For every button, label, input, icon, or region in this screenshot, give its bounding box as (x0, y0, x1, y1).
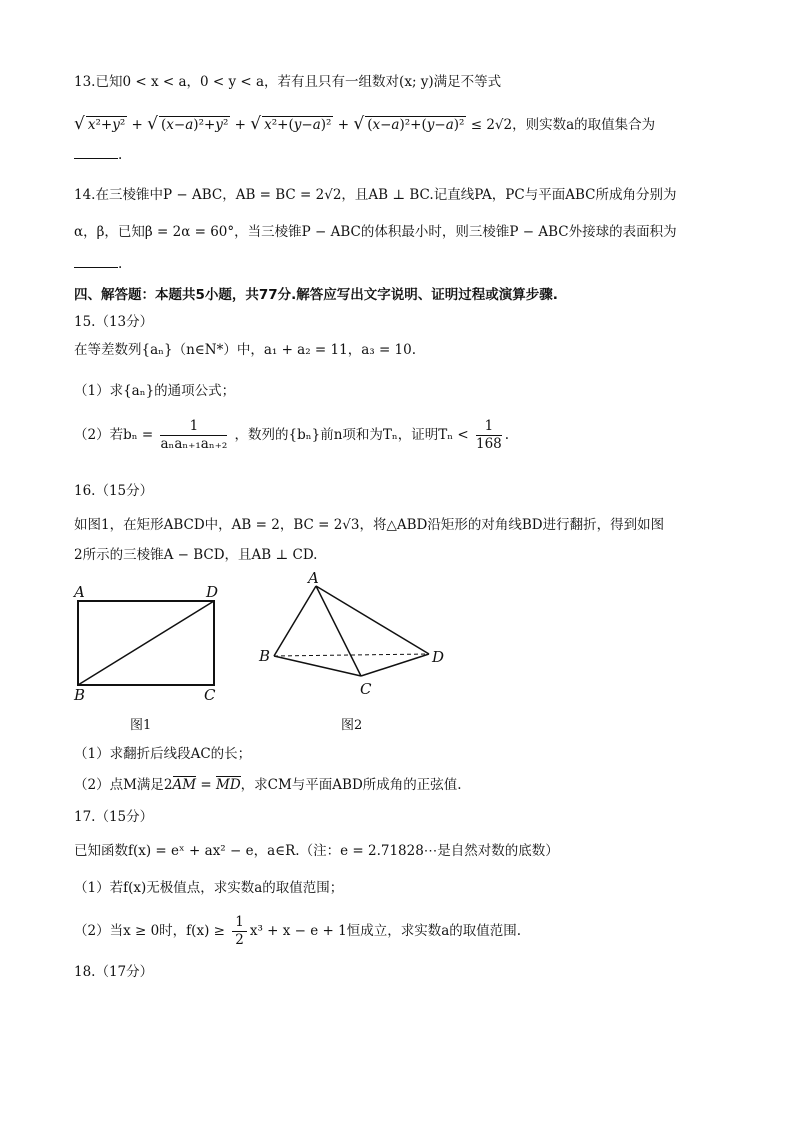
q17-part2-a: （2）当x ≥ 0时，f(x) ≥ (74, 923, 225, 939)
q17-stem: 已知函数f(x) = eˣ + ax² − e，a∈R.（注：e = 2.71828⋯是自然对数的底数） (74, 843, 559, 859)
q15-part2-b: ，数列的{bₙ}前n项和为Tₙ，证明Tₙ < (234, 427, 469, 443)
q17-part2 (74, 914, 734, 949)
section-heading: 四、解答题：本题共5小题，共77分.解答应写出文字说明、证明过程或演算步骤. (74, 287, 558, 303)
q15-bound-fraction (476, 418, 502, 453)
q14-line2: α，β，已知β = 2α = 60°，当三棱锥P − ABC的体积最小时，则三棱锥P − ABC外接球的表面积为 (74, 224, 677, 240)
q15-part2 (74, 418, 734, 453)
q13-line3-end: . (118, 147, 123, 163)
q15-part2-a: （2）若bₙ = (74, 427, 154, 443)
edge-bc (274, 656, 361, 676)
q13-line1: 13.已知0 < x < a，0 < y < a，若有且只有一组数对(x; y)满足不等式 (74, 74, 502, 90)
q16-part2 (74, 773, 734, 793)
q14-line1: 14.在三棱锥中P − ABC，AB = BC = 2√2，且AB ⊥ BC.记直线PA，PC与平面ABC所成角分别为 (74, 187, 677, 203)
q13-line2 (74, 113, 734, 134)
q15-part2-end: . (504, 427, 510, 443)
figure-1-rectangle (70, 580, 230, 705)
fig1-label-d: D (206, 583, 219, 601)
q17-half-den: 2 (235, 932, 244, 948)
vector-am: AM (172, 777, 197, 793)
q15-bound-den: 168 (475, 436, 502, 452)
diagonal-bd (78, 601, 214, 685)
q16-part1: （1）求翻折后线段AC的长； (74, 746, 252, 762)
q16-part2-eq: = (196, 777, 216, 793)
q16-stem1: 如图1，在矩形ABCD中，AB = 2，BC = 2√3，将△ABD沿矩形的对角线BD进行翻折，得到如图 (74, 517, 665, 533)
q13-inequality: √ x²+y² + √ (x−a)²+y² + √ x²+(y−a)² + √ (x−a)²+(y−a)² (74, 114, 465, 134)
figure-2-caption: 图2 (341, 718, 363, 733)
edge-ab (274, 586, 316, 656)
fig2-label-d: D (432, 648, 445, 666)
q14-line3 (74, 255, 734, 272)
q15-stem: 在等差数列{aₙ}（n∈N*）中，a₁ + a₂ = 11，a₃ = 10. (74, 342, 417, 358)
q18-score: 18.（17分） (74, 964, 154, 980)
q17-score: 17.（15分） (74, 809, 154, 825)
answer-blank (74, 255, 118, 268)
figure-2-tetrahedron (250, 568, 450, 703)
fig1-label-c: C (204, 686, 216, 704)
q15-bn-den: aₙaₙ₊₁aₙ₊₂ (160, 436, 228, 452)
q13-line2-tail: ≤ 2√2，则实数a的取值集合为 (470, 117, 656, 133)
fig2-label-b: B (259, 647, 271, 665)
q16-part2-b: ，求CM与平面ABD所成角的正弦值. (240, 777, 462, 793)
figure-1-caption: 图1 (130, 718, 152, 733)
q15-bn-num: 1 (160, 418, 227, 436)
q15-bn-fraction (160, 418, 227, 453)
q15-part1: （1）求{aₙ}的通项公式； (74, 383, 236, 399)
q16-stem2: 2所示的三棱锥A − BCD，且AB ⊥ CD. (74, 547, 318, 563)
vector-md: MD (216, 777, 241, 793)
q17-part1: （1）若f(x)无极值点，求实数a的取值范围； (74, 880, 344, 896)
q15-bound-num: 1 (476, 418, 502, 436)
answer-blank (74, 146, 118, 159)
fig1-label-b: B (74, 686, 86, 704)
q17-part2-b: x³ + x − e + 1恒成立，求实数a的取值范围. (249, 923, 522, 939)
q16-score: 16.（15分） (74, 483, 154, 499)
q17-half-num: 1 (232, 914, 247, 932)
fig2-label-a: A (308, 569, 319, 587)
q13-line3 (74, 146, 734, 163)
q17-half-fraction (232, 914, 247, 949)
q16-part2-a: （2）点M满足2 (74, 777, 173, 793)
q14-line3-end: . (118, 256, 123, 272)
fig2-label-c: C (360, 680, 372, 698)
edge-cd (361, 654, 429, 676)
q15-score: 15.（13分） (74, 314, 154, 330)
fig1-label-a: A (74, 583, 85, 601)
